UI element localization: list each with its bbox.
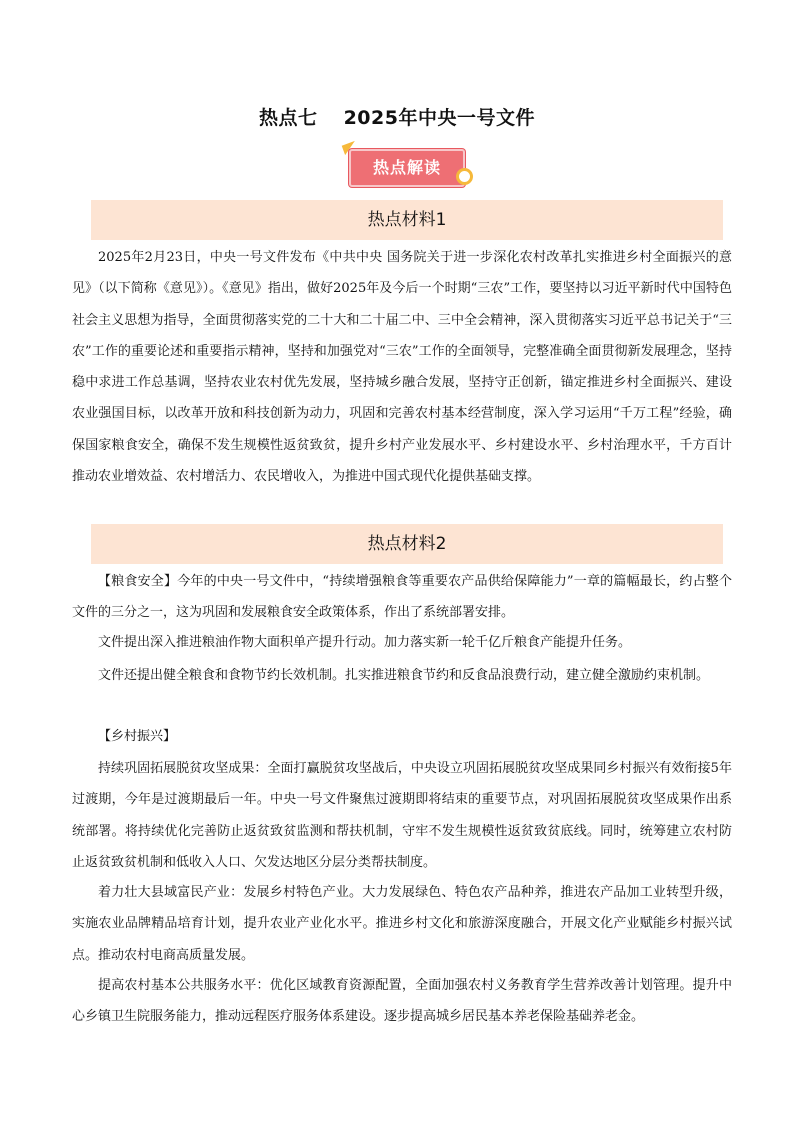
paragraph-1-1: 2025年2月23日，中央一号文件发布《中共中央 国务院关于进一步深化农村改革扎实推进乡村全面振兴的意见》（以下简称《意见》）。《意见》指出，做好2025年及今后一个时期“三农”工作，要坚持以习近平新时代中国特色社会主义思想为指导，全面贯彻落实党的二十大和二十届二中、三中全会精神，深入贯彻落实习近平总书记关于“三农”工作的重要论述和重要指示精神，坚持和加强党对“三农”工作的全面领导，完整准确全面贯彻新发展理念，坚持稳中求进工作总基调，坚持农业农村优先发展，坚持城乡融合发展，坚持守正创新，锚定推进乡村全面振兴、建设农业强国目标，以改革开放和科技创新为动力，巩固和完善农村基本经营制度，深入学习运用“千万工程”经验，确保国家粮食安全，确保不发生规模性返贫致贫，提升乡村产业发展水平、乡村建设水平、乡村治理水平，千方百计推动农业增效益、农村增活力、农民增收入，为推进中国式现代化提供基础支撑。: [72, 250, 732, 485]
paragraph-2-2: 文件提出深入推进粮油作物大面积单产提升行动。加力落实新一轮千亿斤粮食产能提升任务。: [98, 635, 632, 650]
section-header-1: 热点材料1: [91, 200, 723, 240]
paragraph-2-4: 【乡村振兴】: [98, 729, 177, 744]
section-header-2: 热点材料2: [91, 524, 723, 564]
paragraph-2-3: 文件还提出健全粮食和食物节约长效机制。扎实推进粮食节约和反食品浪费行动，建立健全激励约束机制。: [98, 668, 710, 683]
badge-label: 热点解读: [372, 158, 441, 177]
hot-topic-badge: [343, 143, 473, 189]
paragraph-2-5: 持续巩固拓展脱贫攻坚成果：全面打赢脱贫攻坚战后，中央设立巩固拓展脱贫攻坚成果同乡村振兴有效衔接5年过渡期，今年是过渡期最后一年。中央一号文件聚焦过渡期即将结束的重要节点，对巩固拓展脱贫攻坚成果作出系统部署。将持续优化完善防止返贫致贫监测和帮扶机制，守牢不发生规模性返贫致贫底线。同时，统筹建立农村防止返贫致贫机制和低收入人口、欠发达地区分层分类帮扶制度。: [72, 761, 732, 870]
paragraph-2-6: 着力壮大县域富民产业：发展乡村特色产业。大力发展绿色、特色农产品种养，推进农产品加工业转型升级，实施农业品牌精品培育计划，提升农业产业化水平。推进乡村文化和旅游深度融合，开展文化产业赋能乡村振兴试点。推动农村电商高质量发展。: [72, 885, 732, 963]
title-part-2: 2025年中央一号文件: [343, 107, 535, 129]
paragraph-2-1: 【粮食安全】今年的中央一号文件中，“持续增强粮食等重要农产品供给保障能力”一章的篇幅最长，约占整个文件的三分之一，这为巩固和发展粮食安全政策体系，作出了系统部署安排。: [72, 574, 732, 621]
page-title: [0, 103, 794, 130]
badge-ring-icon: [456, 168, 473, 185]
paragraph-2-7: 提高农村基本公共服务水平：优化区域教育资源配置，全面加强农村义务教育学生营养改善计划管理。提升中心乡镇卫生院服务能力，推动远程医疗服务体系建设。逐步提高城乡居民基本养老保险基础养老金。: [72, 978, 732, 1025]
title-part-1: 热点七: [259, 107, 318, 129]
